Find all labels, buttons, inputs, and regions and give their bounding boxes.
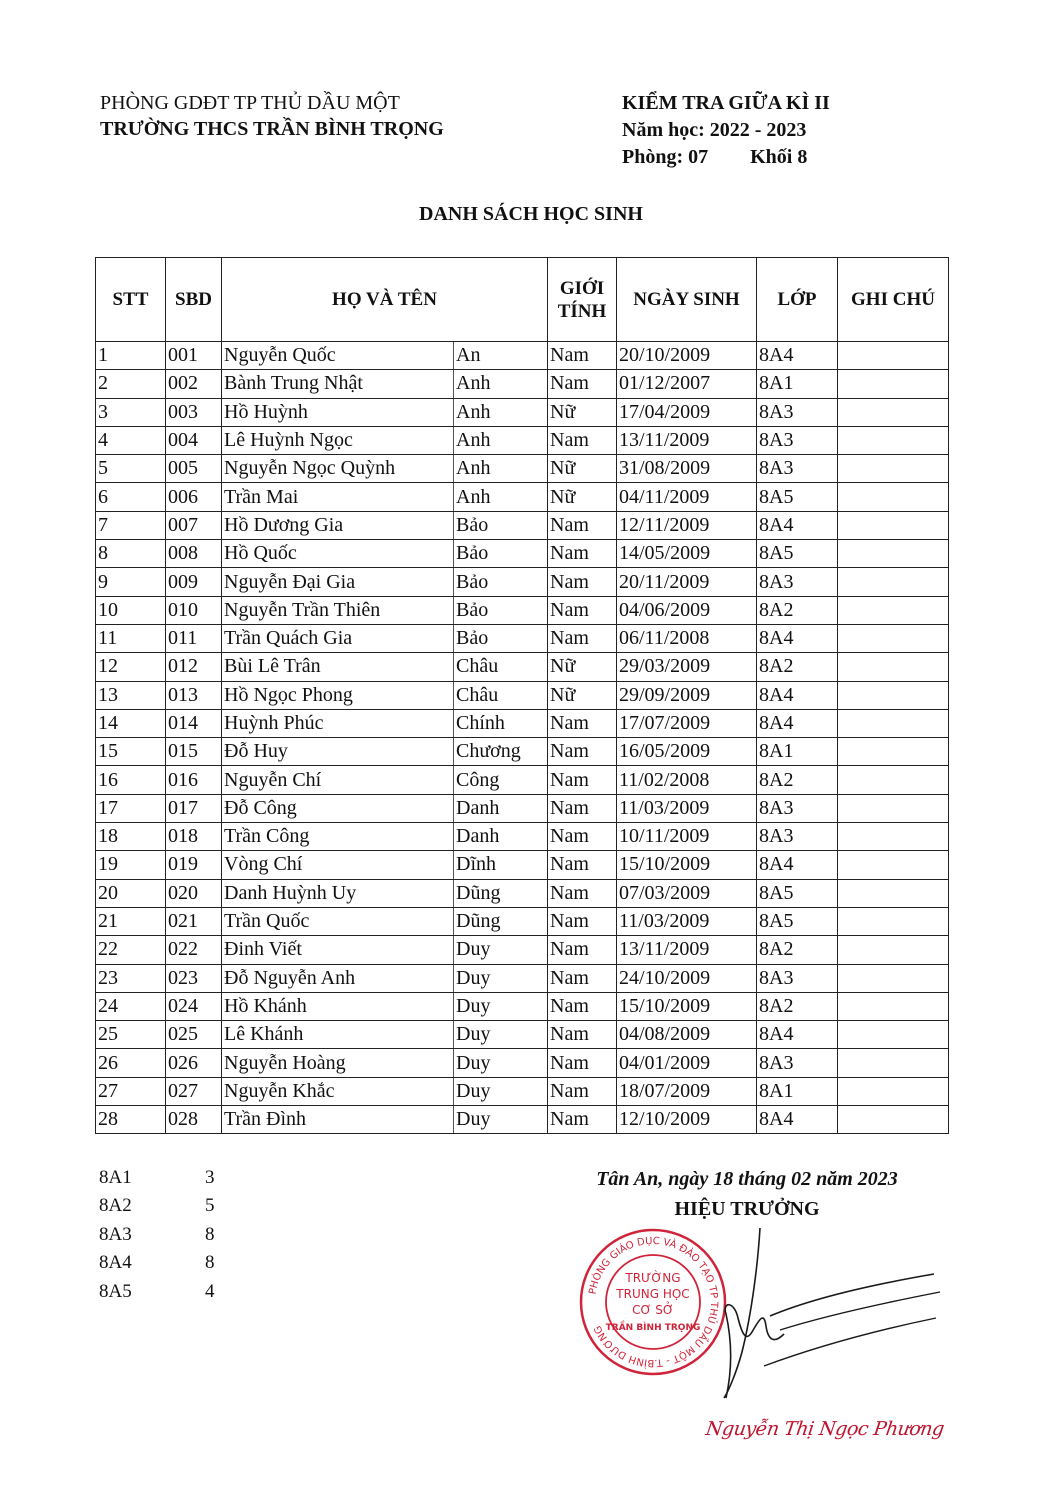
exam-info <box>622 90 830 171</box>
table-row <box>96 398 949 426</box>
summary-row <box>99 1192 215 1220</box>
student-roster-table <box>95 257 949 1134</box>
cell-given-name: Anh <box>454 426 548 454</box>
summary-row <box>99 1278 215 1306</box>
cell-sbd: 018 <box>166 823 222 851</box>
cell-gender: Nữ <box>548 681 617 709</box>
cell-dob: 11/03/2009 <box>617 907 757 935</box>
cell-class: 8A2 <box>757 596 838 624</box>
cell-given-name: Duy <box>454 992 548 1020</box>
cell-sbd: 015 <box>166 738 222 766</box>
cell-dob: 15/10/2009 <box>617 851 757 879</box>
cell-sbd: 005 <box>166 455 222 483</box>
table-row <box>96 992 949 1020</box>
cell-class: 8A1 <box>757 370 838 398</box>
stamp-line-1: TRƯỜNG <box>625 1271 681 1285</box>
cell-given-name: Chính <box>454 709 548 737</box>
cell-dob: 12/10/2009 <box>617 1106 757 1134</box>
cell-gender: Nam <box>548 596 617 624</box>
cell-given-name: Bảo <box>454 540 548 568</box>
cell-class: 8A4 <box>757 1021 838 1049</box>
cell-family-name: Hồ Dương Gia <box>222 511 454 539</box>
cell-dob: 10/11/2009 <box>617 823 757 851</box>
cell-dob: 29/09/2009 <box>617 681 757 709</box>
cell-note <box>838 709 949 737</box>
cell-gender: Nam <box>548 1021 617 1049</box>
cell-given-name: Bảo <box>454 568 548 596</box>
cell-sbd: 024 <box>166 992 222 1020</box>
cell-stt: 20 <box>96 879 166 907</box>
cell-class: 8A1 <box>757 738 838 766</box>
cell-sbd: 028 <box>166 1106 222 1134</box>
cell-note <box>838 738 949 766</box>
cell-family-name: Nguyễn Quốc <box>222 342 454 370</box>
cell-stt: 8 <box>96 540 166 568</box>
stamp-line-2: TRUNG HỌC <box>616 1287 690 1301</box>
cell-class: 8A2 <box>757 766 838 794</box>
cell-sbd: 014 <box>166 709 222 737</box>
table-row <box>96 540 949 568</box>
cell-given-name: Bảo <box>454 624 548 652</box>
cell-note <box>838 907 949 935</box>
cell-note <box>838 455 949 483</box>
cell-stt: 19 <box>96 851 166 879</box>
cell-note <box>838 624 949 652</box>
cell-class: 8A2 <box>757 992 838 1020</box>
issuing-office <box>100 90 444 142</box>
cell-stt: 25 <box>96 1021 166 1049</box>
class-count-summary <box>99 1164 215 1306</box>
table-row <box>96 1077 949 1105</box>
cell-class: 8A3 <box>757 1049 838 1077</box>
cell-class: 8A5 <box>757 483 838 511</box>
summary-row <box>99 1164 215 1192</box>
cell-family-name: Trần Quốc <box>222 907 454 935</box>
summary-class: 8A5 <box>99 1280 132 1302</box>
cell-stt: 7 <box>96 511 166 539</box>
cell-gender: Nam <box>548 738 617 766</box>
summary-class: 8A4 <box>99 1252 132 1274</box>
summary-row <box>99 1249 215 1277</box>
cell-stt: 17 <box>96 794 166 822</box>
cell-class: 8A3 <box>757 794 838 822</box>
handwritten-signature <box>668 1222 942 1402</box>
cell-stt: 3 <box>96 398 166 426</box>
cell-dob: 11/03/2009 <box>617 794 757 822</box>
cell-note <box>838 964 949 992</box>
cell-gender: Nam <box>548 540 617 568</box>
cell-stt: 23 <box>96 964 166 992</box>
cell-given-name: Châu <box>454 653 548 681</box>
col-header-dob: NGÀY SINH <box>617 258 757 342</box>
cell-given-name: Chương <box>454 738 548 766</box>
cell-class: 8A4 <box>757 851 838 879</box>
table-row <box>96 681 949 709</box>
cell-sbd: 012 <box>166 653 222 681</box>
cell-class: 8A4 <box>757 709 838 737</box>
cell-sbd: 010 <box>166 596 222 624</box>
cell-dob: 12/11/2009 <box>617 511 757 539</box>
summary-count: 8 <box>205 1252 215 1274</box>
cell-family-name: Nguyễn Khắc <box>222 1077 454 1105</box>
cell-gender: Nữ <box>548 398 617 426</box>
cell-note <box>838 596 949 624</box>
cell-given-name: Bảo <box>454 511 548 539</box>
cell-dob: 18/07/2009 <box>617 1077 757 1105</box>
cell-gender: Nam <box>548 907 617 935</box>
cell-family-name: Bùi Lê Trân <box>222 653 454 681</box>
cell-given-name: Anh <box>454 398 548 426</box>
cell-gender: Nam <box>548 823 617 851</box>
cell-given-name: Anh <box>454 483 548 511</box>
cell-sbd: 019 <box>166 851 222 879</box>
cell-sbd: 013 <box>166 681 222 709</box>
cell-given-name: Danh <box>454 823 548 851</box>
cell-given-name: Duy <box>454 1077 548 1105</box>
cell-family-name: Nguyễn Trần Thiên <box>222 596 454 624</box>
cell-sbd: 016 <box>166 766 222 794</box>
cell-family-name: Nguyễn Đại Gia <box>222 568 454 596</box>
col-header-sbd: SBD <box>166 258 222 342</box>
cell-note <box>838 653 949 681</box>
cell-stt: 9 <box>96 568 166 596</box>
cell-class: 8A3 <box>757 823 838 851</box>
cell-class: 8A4 <box>757 511 838 539</box>
table-row <box>96 1021 949 1049</box>
cell-gender: Nam <box>548 624 617 652</box>
cell-dob: 13/11/2009 <box>617 426 757 454</box>
stamp-line-3: CƠ SỞ <box>632 1303 674 1317</box>
cell-sbd: 025 <box>166 1021 222 1049</box>
cell-note <box>838 511 949 539</box>
cell-gender: Nam <box>548 1049 617 1077</box>
cell-family-name: Hồ Ngọc Phong <box>222 681 454 709</box>
summary-count: 3 <box>205 1167 215 1188</box>
cell-given-name: Danh <box>454 794 548 822</box>
table-row <box>96 766 949 794</box>
summary-class: 8A3 <box>99 1223 132 1245</box>
cell-dob: 11/02/2008 <box>617 766 757 794</box>
cell-note <box>838 370 949 398</box>
summary-class: 8A2 <box>99 1195 132 1217</box>
table-header-row <box>96 258 949 342</box>
cell-dob: 15/10/2009 <box>617 992 757 1020</box>
cell-class: 8A4 <box>757 624 838 652</box>
cell-dob: 31/08/2009 <box>617 455 757 483</box>
cell-stt: 10 <box>96 596 166 624</box>
school-name: TRƯỜNG THCS TRẦN BÌNH TRỌNG <box>100 118 444 140</box>
cell-gender: Nam <box>548 851 617 879</box>
cell-sbd: 023 <box>166 964 222 992</box>
cell-family-name: Trần Công <box>222 823 454 851</box>
cell-stt: 21 <box>96 907 166 935</box>
cell-family-name: Nguyễn Chí <box>222 766 454 794</box>
col-header-stt: STT <box>96 258 166 342</box>
cell-dob: 01/12/2007 <box>617 370 757 398</box>
cell-gender: Nam <box>548 370 617 398</box>
cell-gender: Nam <box>548 936 617 964</box>
cell-dob: 06/11/2008 <box>617 624 757 652</box>
cell-sbd: 001 <box>166 342 222 370</box>
table-row <box>96 624 949 652</box>
cell-given-name: Công <box>454 766 548 794</box>
cell-given-name: Duy <box>454 964 548 992</box>
table-row <box>96 568 949 596</box>
cell-note <box>838 483 949 511</box>
summary-class: 8A1 <box>99 1167 132 1188</box>
cell-gender: Nam <box>548 879 617 907</box>
cell-stt: 6 <box>96 483 166 511</box>
cell-note <box>838 681 949 709</box>
cell-sbd: 008 <box>166 540 222 568</box>
exam-room: Phòng: 07 <box>622 146 709 168</box>
cell-family-name: Trần Mai <box>222 483 454 511</box>
school-year: Năm học: 2022 - 2023 <box>622 119 807 141</box>
cell-stt: 1 <box>96 342 166 370</box>
cell-note <box>838 823 949 851</box>
cell-family-name: Đỗ Huy <box>222 738 454 766</box>
table-row <box>96 709 949 737</box>
table-row <box>96 823 949 851</box>
cell-gender: Nam <box>548 568 617 596</box>
document-title: DANH SÁCH HỌC SINH <box>419 203 643 225</box>
cell-dob: 20/11/2009 <box>617 568 757 596</box>
stamp-ring-text: PHÒNG GIÁO DỤC VÀ ĐÀO TẠO TP THỦ DẦU MỘT - T.BÌNH DƯƠNG <box>587 1235 720 1369</box>
room-grade-line <box>622 144 830 171</box>
cell-stt: 26 <box>96 1049 166 1077</box>
cell-family-name: Đỗ Nguyễn Anh <box>222 964 454 992</box>
cell-note <box>838 568 949 596</box>
cell-class: 8A4 <box>757 1106 838 1134</box>
cell-gender: Nam <box>548 709 617 737</box>
cell-dob: 14/05/2009 <box>617 540 757 568</box>
cell-sbd: 002 <box>166 370 222 398</box>
cell-stt: 5 <box>96 455 166 483</box>
cell-stt: 2 <box>96 370 166 398</box>
cell-family-name: Nguyễn Hoàng <box>222 1049 454 1077</box>
cell-gender: Nam <box>548 342 617 370</box>
summary-count: 5 <box>205 1195 215 1217</box>
cell-family-name: Trần Đình <box>222 1106 454 1134</box>
cell-class: 8A3 <box>757 455 838 483</box>
col-header-note: GHI CHÚ <box>838 258 949 342</box>
cell-dob: 17/07/2009 <box>617 709 757 737</box>
table-row <box>96 653 949 681</box>
cell-gender: Nam <box>548 426 617 454</box>
cell-family-name: Vòng Chí <box>222 851 454 879</box>
cell-stt: 24 <box>96 992 166 1020</box>
cell-class: 8A4 <box>757 342 838 370</box>
cell-sbd: 022 <box>166 936 222 964</box>
cell-class: 8A1 <box>757 1077 838 1105</box>
cell-stt: 14 <box>96 709 166 737</box>
cell-sbd: 003 <box>166 398 222 426</box>
cell-family-name: Đinh Viết <box>222 936 454 964</box>
cell-given-name: Dũng <box>454 907 548 935</box>
cell-family-name: Lê Huỳnh Ngọc <box>222 426 454 454</box>
table-row <box>96 455 949 483</box>
cell-dob: 04/11/2009 <box>617 483 757 511</box>
cell-dob: 24/10/2009 <box>617 964 757 992</box>
signer-name: Nguyễn Thị Ngọc Phương <box>704 1418 946 1440</box>
table-row <box>96 879 949 907</box>
cell-stt: 12 <box>96 653 166 681</box>
cell-family-name: Huỳnh Phúc <box>222 709 454 737</box>
cell-class: 8A5 <box>757 540 838 568</box>
cell-dob: 07/03/2009 <box>617 879 757 907</box>
cell-stt: 4 <box>96 426 166 454</box>
cell-class: 8A4 <box>757 681 838 709</box>
cell-note <box>838 1106 949 1134</box>
signer-title: HIỆU TRƯỞNG <box>674 1198 820 1220</box>
cell-given-name: Duy <box>454 1106 548 1134</box>
cell-sbd: 004 <box>166 426 222 454</box>
cell-gender: Nam <box>548 1106 617 1134</box>
cell-family-name: Hồ Huỳnh <box>222 398 454 426</box>
cell-note <box>838 794 949 822</box>
cell-family-name: Hồ Khánh <box>222 992 454 1020</box>
exam-title: KIỂM TRA GIỮA KÌ II <box>622 92 830 114</box>
cell-given-name: Bảo <box>454 596 548 624</box>
cell-gender: Nữ <box>548 653 617 681</box>
grade-level: Khối 8 <box>750 146 808 168</box>
cell-gender: Nam <box>548 794 617 822</box>
cell-dob: 20/10/2009 <box>617 342 757 370</box>
table-row <box>96 851 949 879</box>
place-date: Tân An, ngày 18 tháng 02 năm 2023 <box>596 1168 898 1190</box>
cell-sbd: 017 <box>166 794 222 822</box>
summary-count: 8 <box>205 1223 215 1245</box>
cell-stt: 22 <box>96 936 166 964</box>
cell-gender: Nam <box>548 511 617 539</box>
cell-note <box>838 879 949 907</box>
summary-count: 4 <box>205 1280 215 1302</box>
cell-class: 8A3 <box>757 964 838 992</box>
cell-sbd: 027 <box>166 1077 222 1105</box>
cell-sbd: 026 <box>166 1049 222 1077</box>
cell-given-name: Châu <box>454 681 548 709</box>
cell-dob: 29/03/2009 <box>617 653 757 681</box>
cell-dob: 04/08/2009 <box>617 1021 757 1049</box>
cell-class: 8A5 <box>757 879 838 907</box>
cell-class: 8A3 <box>757 568 838 596</box>
cell-note <box>838 766 949 794</box>
cell-dob: 04/06/2009 <box>617 596 757 624</box>
cell-note <box>838 992 949 1020</box>
col-header-name: HỌ VÀ TÊN <box>222 258 548 342</box>
table-body <box>96 342 949 1134</box>
cell-gender: Nam <box>548 766 617 794</box>
cell-family-name: Nguyễn Ngọc Quỳnh <box>222 455 454 483</box>
cell-family-name: Bành Trung Nhật <box>222 370 454 398</box>
cell-sbd: 021 <box>166 907 222 935</box>
cell-note <box>838 1021 949 1049</box>
table-row <box>96 1049 949 1077</box>
cell-given-name: Duy <box>454 1021 548 1049</box>
cell-dob: 04/01/2009 <box>617 1049 757 1077</box>
cell-note <box>838 1077 949 1105</box>
cell-class: 8A2 <box>757 653 838 681</box>
table-row <box>96 964 949 992</box>
cell-note <box>838 1049 949 1077</box>
table-row <box>96 936 949 964</box>
cell-given-name: Duy <box>454 1049 548 1077</box>
cell-stt: 16 <box>96 766 166 794</box>
cell-class: 8A2 <box>757 936 838 964</box>
table-row <box>96 370 949 398</box>
table-row <box>96 342 949 370</box>
cell-stt: 11 <box>96 624 166 652</box>
department-name: PHÒNG GDĐT TP THỦ DẦU MỘT <box>100 92 400 114</box>
cell-gender: Nữ <box>548 455 617 483</box>
col-header-gender: GIỚI TÍNH <box>548 258 617 342</box>
cell-family-name: Danh Huỳnh Uy <box>222 879 454 907</box>
cell-note <box>838 398 949 426</box>
cell-family-name: Lê Khánh <box>222 1021 454 1049</box>
cell-sbd: 011 <box>166 624 222 652</box>
cell-dob: 17/04/2009 <box>617 398 757 426</box>
cell-dob: 13/11/2009 <box>617 936 757 964</box>
cell-stt: 18 <box>96 823 166 851</box>
table-row <box>96 426 949 454</box>
cell-gender: Nam <box>548 992 617 1020</box>
cell-class: 8A3 <box>757 398 838 426</box>
cell-stt: 27 <box>96 1077 166 1105</box>
cell-family-name: Trần Quách Gia <box>222 624 454 652</box>
stamp-line-4: TRẦN BÌNH TRỌNG <box>605 1323 701 1333</box>
cell-stt: 15 <box>96 738 166 766</box>
table-row <box>96 794 949 822</box>
cell-note <box>838 342 949 370</box>
cell-gender: Nam <box>548 1077 617 1105</box>
table-row <box>96 596 949 624</box>
cell-note <box>838 426 949 454</box>
table-row <box>96 511 949 539</box>
cell-gender: Nữ <box>548 483 617 511</box>
cell-sbd: 020 <box>166 879 222 907</box>
cell-family-name: Hồ Quốc <box>222 540 454 568</box>
cell-given-name: Duy <box>454 936 548 964</box>
table-row <box>96 1106 949 1134</box>
cell-sbd: 006 <box>166 483 222 511</box>
cell-class: 8A3 <box>757 426 838 454</box>
cell-stt: 28 <box>96 1106 166 1134</box>
cell-sbd: 007 <box>166 511 222 539</box>
cell-class: 8A5 <box>757 907 838 935</box>
cell-given-name: Dĩnh <box>454 851 548 879</box>
cell-stt: 13 <box>96 681 166 709</box>
cell-sbd: 009 <box>166 568 222 596</box>
cell-family-name: Đỗ Công <box>222 794 454 822</box>
cell-gender: Nam <box>548 964 617 992</box>
table-row <box>96 907 949 935</box>
cell-note <box>838 540 949 568</box>
cell-given-name: Dũng <box>454 879 548 907</box>
signature-block <box>560 1164 934 1224</box>
col-header-class: LỚP <box>757 258 838 342</box>
cell-note <box>838 851 949 879</box>
cell-given-name: Anh <box>454 455 548 483</box>
summary-row <box>99 1221 215 1249</box>
table-row <box>96 738 949 766</box>
cell-note <box>838 936 949 964</box>
table-row <box>96 483 949 511</box>
cell-dob: 16/05/2009 <box>617 738 757 766</box>
cell-given-name: An <box>454 342 548 370</box>
cell-given-name: Anh <box>454 370 548 398</box>
